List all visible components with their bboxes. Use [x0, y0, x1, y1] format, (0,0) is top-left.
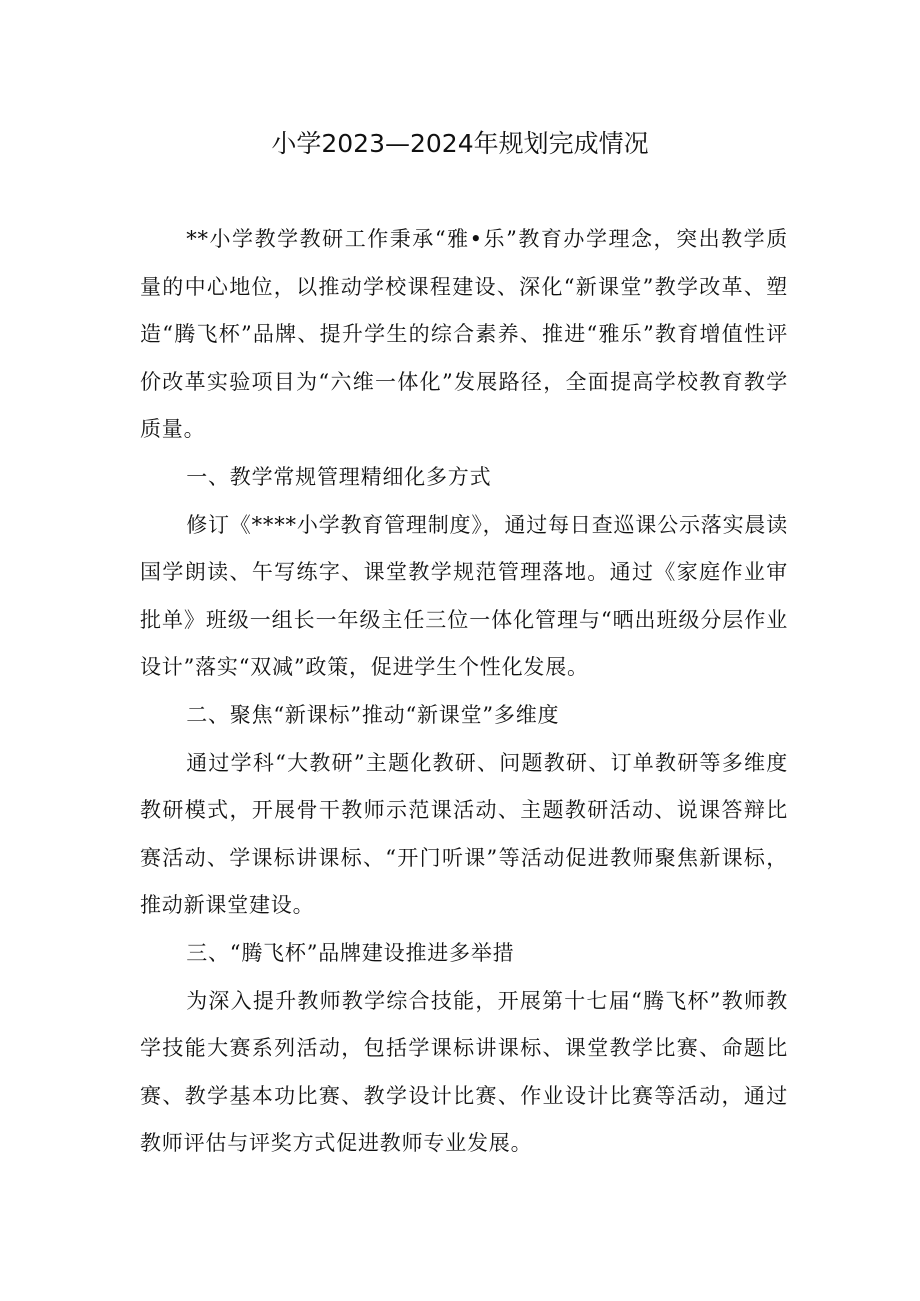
document-title: 小学2023—2024年规划完成情况	[271, 129, 649, 158]
section-heading-3: 三、“腾飞杯”品牌建设推进多举措	[186, 940, 515, 965]
intro-paragraph: **小学教学教研工作秉承“雅•乐”教育办学理念，突出教学质量的中心地位，以推动学校课程建设、深化“新课堂”教学改革、塑造“腾飞杯”品牌、提升学生的综合素养、推进“雅乐”教育增值性评价改革实验项目为“六维一体化”发展路径，全面提高学校教育教学质量。	[140, 227, 788, 442]
section-heading-1: 一、教学常规管理精细化多方式	[186, 464, 492, 489]
section-paragraph-1: 修订《****小学教育管理制度》，通过每日查巡课公示落实晨读国学朗读、午写练字、课堂教学规范管理落地。通过《家庭作业审批单》班级一组长一年级主任三位一体化管理与“晒出班级分层作业设计”落实“双减”政策，促进学生个性化发展。	[140, 512, 788, 680]
document-body	[140, 216, 788, 1168]
section-heading-2: 二、聚焦“新课标”推动“新课堂”多维度	[186, 702, 560, 727]
section-paragraph-3: 为深入提升教师教学综合技能，开展第十七届“腾飞杯”教师教学技能大赛系列活动，包括学课标讲课标、课堂教学比赛、命题比赛、教学基本功比赛、教学设计比赛、作业设计比赛等活动，通过教师评估与评奖方式促进教师专业发展。	[140, 988, 788, 1156]
section-paragraph-2: 通过学科“大教研”主题化教研、问题教研、订单教研等多维度教研模式，开展骨干教师示范课活动、主题教研活动、说课答辩比赛活动、学课标讲课标、“开门听课”等活动促进教师聚焦新课标，推动新课堂建设。	[140, 750, 788, 918]
